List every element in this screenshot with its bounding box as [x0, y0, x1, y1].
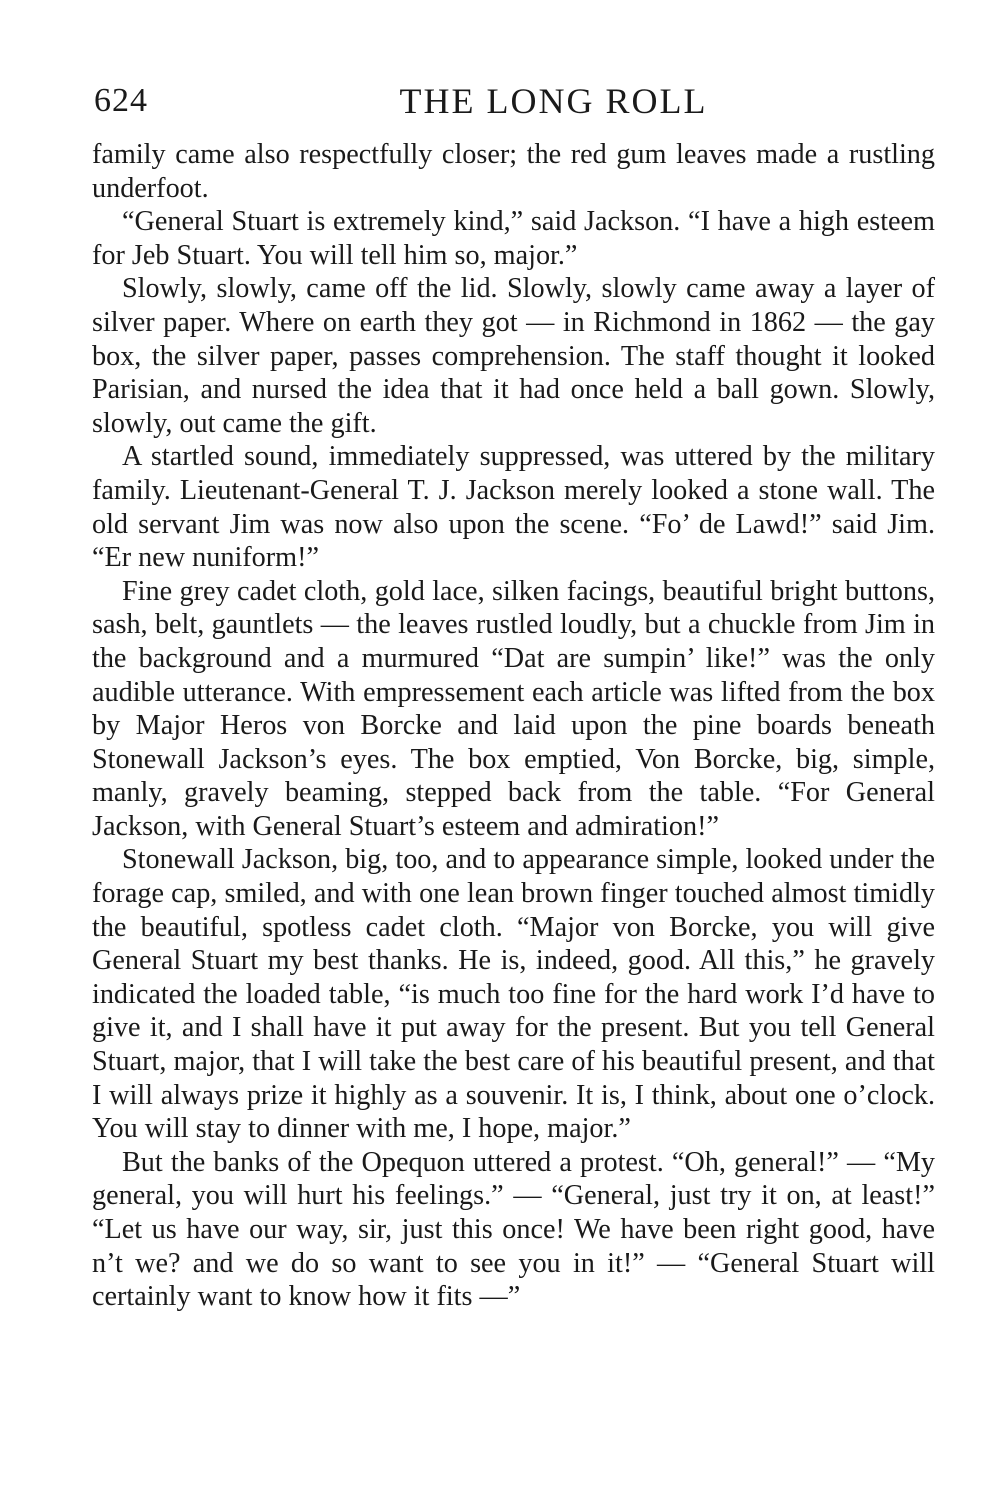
body-text [92, 138, 935, 1314]
paragraph: Slowly, slowly, came off the lid. Slowly, slowly came away a layer of silver paper. Where on earth they got — in Richmond in 1862 — the gay box, the silver paper, passes comprehension. The staff thought it looked Parisian, and nursed the idea that it had once held a ball gown. Slowly, slowly, out came the gift. [92, 273, 935, 439]
paragraph: Stonewall Jackson, big, too, and to appearance simple, looked under the forage cap, smiled, and with one lean brown finger touched almost timidly the beautiful, spotless cadet cloth. “Major von Borcke, you will give General Stuart my best thanks. He is, indeed, good. All this,” he gravely indicated the loaded table, “is much too fine for the hard work I’d have to give it, and I shall have it put away for the present. But you tell General Stuart, major, that I will take the best care of his beautiful present, and that I will always prize it highly as a souvenir. It is, I think, about one o’clock. You will stay to dinner with me, I hope, major.” [92, 844, 935, 1145]
page-header [92, 78, 935, 134]
paragraph-continued: family came also respectfully closer; the red gum leaves made a rustling underfoot. [92, 139, 935, 204]
paragraph: Fine grey cadet cloth, gold lace, silken facings, beautiful bright buttons, sash, belt, gauntlets — the leaves rustled loudly, but a chuckle from Jim in the background and a murmured “Dat are sumpin’ like!” was the only audible utterance. With empressement each article was lifted from the box by Major Heros von Borcke and laid upon the pine boards beneath Stonewall Jackson’s eyes. The box emptied, Von Borcke, big, simple, manly, gravely beaming, stepped back from the table. “For General Jackson, with General Stuart’s esteem and admiration!” [92, 575, 935, 842]
book-page [92, 78, 935, 1314]
paragraph: But the banks of the Opequon uttered a protest. “Oh, general!” — “My general, you will hurt his feelings.” — “General, just try it on, at least!” “Let us have our way, sir, just this once! We have been right good, have n’t we? and we do so want to see you in it!” — “General Stuart will certainly want to know how it fits —” [92, 1146, 935, 1313]
paragraph: “General Stuart is extremely kind,” said Jackson. “I have a high esteem for Jeb Stuart. You will tell him so, major.” [92, 206, 935, 271]
paragraph: A startled sound, immediately suppressed, was uttered by the military family. Lieutenant-General T. J. Jackson merely looked a stone wall. The old servant Jim was now also upon the scene. “Fo’ de Lawd!” said Jim. “Er new nuniform!” [92, 441, 935, 574]
running-title: THE LONG ROLL [399, 81, 708, 121]
page-number: 624 [94, 82, 148, 119]
